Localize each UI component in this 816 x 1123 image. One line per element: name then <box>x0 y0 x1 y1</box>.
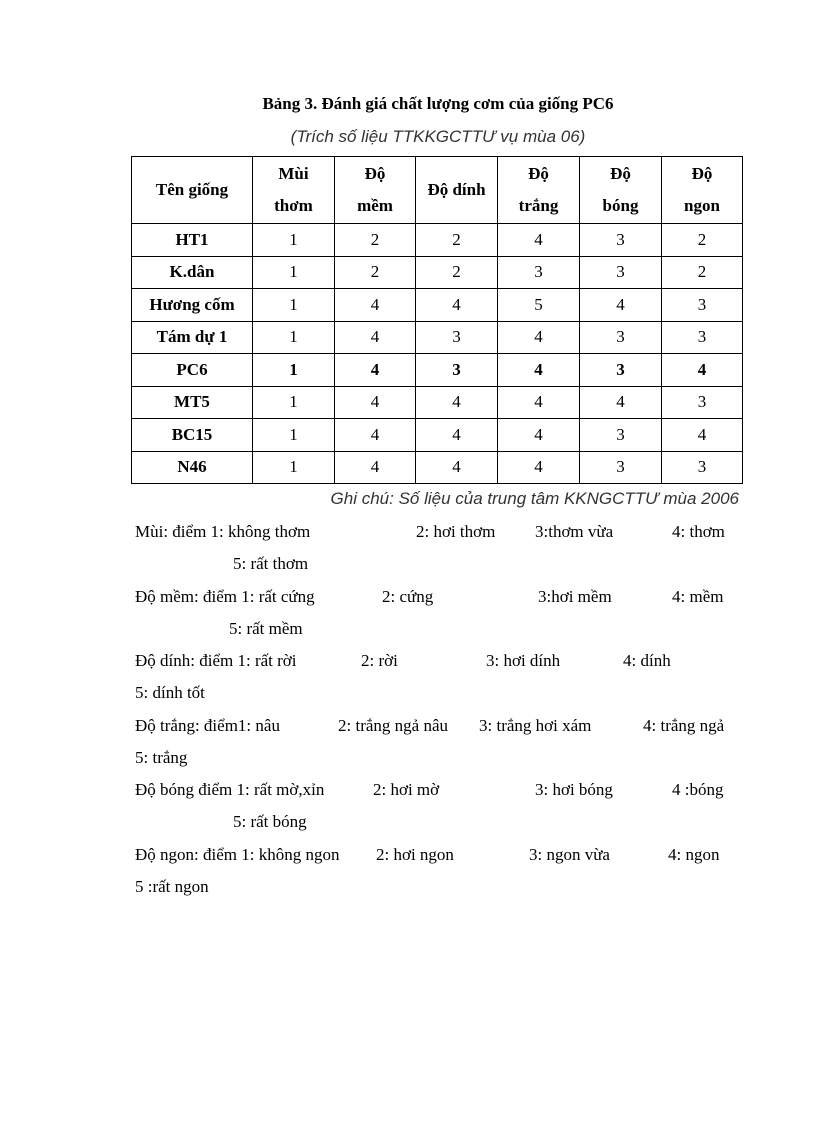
cell-value: 4 <box>335 321 416 354</box>
legend-stickiness-p1: Độ dính: điểm 1: rất rời <box>135 651 297 670</box>
legend-taste-p5: 5 :rất ngon <box>135 877 209 896</box>
cell-value: 1 <box>253 451 335 484</box>
rice-quality-table <box>131 156 743 484</box>
header-glossiness: Độ bóng <box>580 157 662 224</box>
cell-value: 4 <box>662 354 743 387</box>
legend-softness-p5: 5: rất mềm <box>229 619 303 638</box>
legend-aroma-p4: 4: thơm <box>672 522 725 541</box>
cell-value: 3 <box>580 419 662 452</box>
legend-stickiness-p3: 3: hơi dính <box>486 651 561 670</box>
table-row <box>132 256 743 289</box>
cell-value: 4 <box>416 451 498 484</box>
legend-whiteness-p5: 5: trắng <box>135 748 188 767</box>
cell-value: 2 <box>416 224 498 257</box>
legend-taste-p2: 2: hơi ngon <box>376 845 454 864</box>
cell-variety: MT5 <box>132 386 253 419</box>
cell-value: 4 <box>416 419 498 452</box>
cell-value: 3 <box>662 321 743 354</box>
legend-whiteness-p1: Độ trắng: điểm1: nâu <box>135 716 280 735</box>
cell-variety: PC6 <box>132 354 253 387</box>
legend-aroma-p5: 5: rất thơm <box>233 554 309 573</box>
cell-value: 4 <box>498 224 580 257</box>
cell-value: 1 <box>253 256 335 289</box>
table-row <box>132 321 743 354</box>
cell-value: 3 <box>416 354 498 387</box>
table-title: Bảng 3. Đánh giá chất lượng cơm của giống PC6 <box>262 94 614 113</box>
cell-variety: K.dân <box>132 256 253 289</box>
legend-stickiness-p2: 2: rời <box>361 651 398 670</box>
cell-value: 2 <box>662 256 743 289</box>
legend-aroma-p3: 3:thơm vừa <box>535 522 614 541</box>
cell-value: 4 <box>662 419 743 452</box>
cell-value: 2 <box>335 224 416 257</box>
cell-value: 1 <box>253 354 335 387</box>
header-stickiness: Độ dính <box>416 157 498 224</box>
header-softness: Độ mềm <box>335 157 416 224</box>
legend-whiteness-p3: 3: trắng hơi xám <box>479 716 592 735</box>
cell-value: 3 <box>580 354 662 387</box>
cell-value: 1 <box>253 224 335 257</box>
table-row <box>132 289 743 322</box>
cell-value: 1 <box>253 419 335 452</box>
header-taste: Độ ngon <box>662 157 743 224</box>
cell-value: 4 <box>580 386 662 419</box>
cell-value: 2 <box>662 224 743 257</box>
cell-value: 3 <box>416 321 498 354</box>
cell-value: 3 <box>580 224 662 257</box>
cell-value: 3 <box>580 256 662 289</box>
legend-gloss-p4: 4 :bóng <box>672 780 724 799</box>
cell-value: 4 <box>335 354 416 387</box>
cell-value: 4 <box>580 289 662 322</box>
legend-gloss-p5: 5: rất bóng <box>233 812 307 831</box>
table-row-highlighted <box>132 354 743 387</box>
cell-variety: N46 <box>132 451 253 484</box>
legend-gloss-p1: Độ bóng điểm 1: rất mờ,xỉn <box>135 780 325 799</box>
cell-value: 4 <box>498 386 580 419</box>
legend-stickiness-p5: 5: dính tốt <box>135 683 205 702</box>
cell-value: 3 <box>580 321 662 354</box>
table-row <box>132 386 743 419</box>
cell-value: 4 <box>498 451 580 484</box>
legend-whiteness-p4: 4: trắng ngả <box>643 716 725 735</box>
cell-value: 4 <box>498 321 580 354</box>
cell-value: 4 <box>416 386 498 419</box>
cell-variety: HT1 <box>132 224 253 257</box>
legend-aroma-p2: 2: hơi thơm <box>416 522 496 541</box>
legend-taste-p3: 3: ngon vừa <box>529 845 610 864</box>
legend-whiteness-p2: 2: trắng ngả nâu <box>338 716 448 735</box>
table-header-row <box>132 157 743 224</box>
legend-aroma-p1: Mùi: điểm 1: không thơm <box>135 522 311 541</box>
cell-value: 1 <box>253 321 335 354</box>
cell-variety: Hương cốm <box>132 289 253 322</box>
cell-value: 2 <box>416 256 498 289</box>
table-subtitle: (Trích số liệu TTKKGCTTƯ vụ mùa 06) <box>290 127 586 146</box>
cell-variety: BC15 <box>132 419 253 452</box>
legend-gloss-p2: 2: hơi mờ <box>373 780 440 799</box>
header-whiteness: Độ trắng <box>498 157 580 224</box>
legend-softness-p2: 2: cứng <box>382 587 434 606</box>
table-row <box>132 451 743 484</box>
legend-softness-p4: 4: mềm <box>672 587 724 606</box>
cell-value: 4 <box>498 419 580 452</box>
legend-stickiness-p4: 4: dính <box>623 651 671 670</box>
cell-value: 3 <box>662 451 743 484</box>
cell-value: 5 <box>498 289 580 322</box>
cell-value: 3 <box>662 386 743 419</box>
table-row <box>132 419 743 452</box>
cell-value: 1 <box>253 386 335 419</box>
cell-value: 3 <box>662 289 743 322</box>
legend-softness-p1: Độ mềm: điểm 1: rất cứng <box>135 587 315 606</box>
legend-taste-p1: Độ ngon: điểm 1: không ngon <box>135 845 340 864</box>
cell-value: 4 <box>335 451 416 484</box>
cell-value: 2 <box>335 256 416 289</box>
cell-value: 3 <box>498 256 580 289</box>
cell-value: 1 <box>253 289 335 322</box>
cell-value: 4 <box>335 289 416 322</box>
cell-value: 4 <box>335 386 416 419</box>
legend-gloss-p3: 3: hơi bóng <box>535 780 613 799</box>
cell-value: 4 <box>498 354 580 387</box>
table-note: Ghi chú: Số liệu của trung tâm KKNGCTTƯ mùa 2006 <box>330 489 739 508</box>
cell-value: 4 <box>416 289 498 322</box>
cell-value: 4 <box>335 419 416 452</box>
cell-variety: Tám dự 1 <box>132 321 253 354</box>
cell-value: 3 <box>580 451 662 484</box>
legend-taste-p4: 4: ngon <box>668 845 720 864</box>
header-variety: Tên giống <box>132 157 253 224</box>
header-aroma: Mùi thơm <box>253 157 335 224</box>
table-row <box>132 224 743 257</box>
legend-softness-p3: 3:hơi mềm <box>538 587 612 606</box>
